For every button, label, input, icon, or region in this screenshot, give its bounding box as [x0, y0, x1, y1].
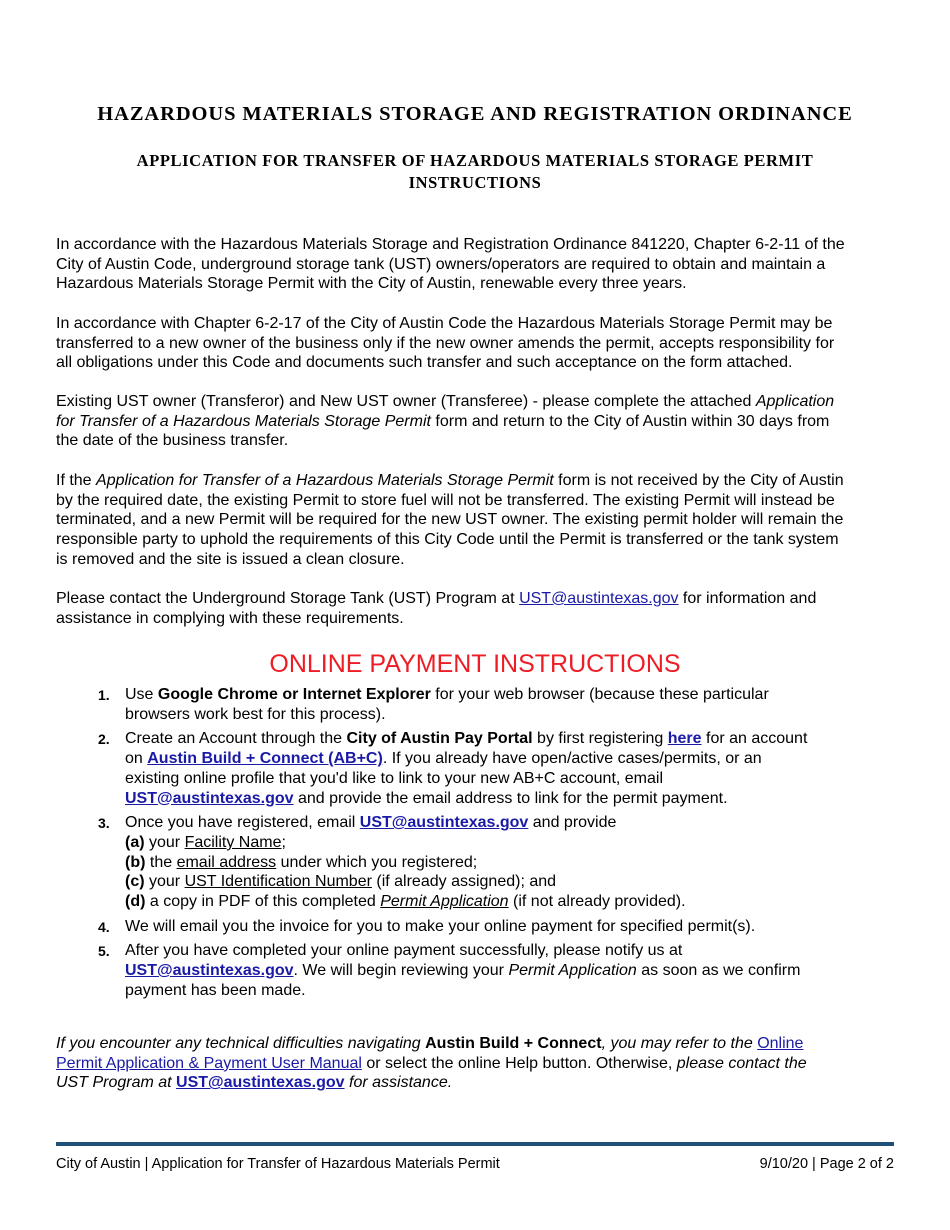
text-run: . We will begin reviewing your [293, 962, 509, 980]
pay-portal-name: City of Austin Pay Portal [346, 730, 533, 748]
subtitle-line-1: APPLICATION FOR TRANSFER OF HAZARDOUS MATERIALS STORAGE PERMIT [136, 151, 814, 170]
footer-title: City of Austin | Application for Transfer of Hazardous Materials Permit [56, 1156, 500, 1172]
text-line [56, 1073, 894, 1093]
text-line: In accordance with the Hazardous Materials Storage and Registration Ordinance 841220, Chapter 6-2-11 of the [56, 236, 845, 253]
text-line: City of Austin Code, underground storage tank (UST) owners/operators are required to obtain and maintain a [56, 255, 826, 273]
text-run: on [125, 750, 148, 768]
text-line [56, 471, 894, 491]
paragraph-contact [56, 589, 894, 628]
text-line: all obligations under this Code and documents such transfer and such acceptance on the form attached. [56, 354, 793, 372]
underlined-term: UST Identification Number [184, 873, 372, 891]
text-run: Existing UST owner (Transferor) and New UST owner (Transferee) - please complete the attached [56, 393, 756, 410]
text-run: If the [56, 472, 97, 489]
footer-divider [56, 1142, 894, 1146]
text-line: After you have completed your online payment successfully, please notify us at [125, 942, 683, 960]
text-line: is removed and the site is issued a clean closure. [56, 550, 405, 568]
sub-item-c [125, 872, 894, 892]
sub-item-label: (a) [125, 833, 145, 851]
text-line [125, 685, 894, 705]
user-manual-link[interactable]: Permit Application & Payment User Manual [56, 1054, 362, 1072]
text-run: form is not received by the City of Austin [553, 472, 844, 489]
text-run: Create an Account through the [125, 730, 347, 748]
text-line [125, 729, 894, 749]
email-link[interactable]: UST@austintexas.gov [519, 590, 679, 607]
paragraph-ordinance [56, 235, 894, 294]
browser-names: Google Chrome or Internet Explorer [157, 686, 431, 703]
text-run: for assistance. [344, 1074, 453, 1092]
sub-item-d [125, 892, 894, 912]
step-number: 5. [98, 943, 110, 960]
sub-item-label: (d) [125, 893, 146, 911]
text-line [56, 589, 894, 609]
form-name-italic: Application [755, 393, 835, 410]
payment-step [56, 941, 894, 1000]
text-line: transferred to a new owner of the business only if the new owner amends the permit, accepts responsibility for [56, 334, 835, 352]
text-line: the date of the business transfer. [56, 432, 289, 450]
text-line [56, 1034, 894, 1054]
step-number: 1. [98, 687, 110, 703]
paragraph-technical-help [56, 1034, 894, 1093]
step-number: 3. [98, 815, 110, 832]
step-number: 2. [98, 731, 110, 748]
text-run: Once you have registered, email [125, 814, 360, 832]
paragraph-transfer-rule [56, 314, 894, 373]
text-run: , you may refer to the [601, 1035, 758, 1052]
austin-build-connect-link[interactable]: Austin Build + Connect (AB+C) [147, 750, 383, 768]
register-here-link[interactable]: here [667, 730, 702, 748]
text-run: for your web browser (because these particular [430, 686, 769, 703]
subtitle-line-2: INSTRUCTIONS [408, 173, 542, 192]
payment-step [56, 685, 894, 724]
text-run: Please contact the Underground Storage Tank (UST) Program at [56, 590, 520, 607]
austin-build-connect-name: Austin Build + Connect [425, 1035, 602, 1052]
text-run: or select the online Help button. Otherwise, [361, 1054, 677, 1072]
paragraph-termination [56, 471, 894, 570]
text-run: and provide [528, 814, 617, 832]
text-line: by the required date, the existing Permit to store fuel will not be transferred. The existing Permit will instead be [56, 491, 835, 509]
text-line: responsible party to uphold the requirements of this City Code until the Permit is transferred or the tank system [56, 531, 839, 549]
form-name-italic: for Transfer of a Hazardous Materials Storage Permit [56, 412, 431, 430]
payment-step [56, 813, 894, 912]
text-run: as soon as we confirm [636, 962, 801, 980]
text-line: terminated, and a new Permit will be required for the new UST owner. The existing permit holder will remain the [56, 511, 844, 529]
text-run: for information and [678, 590, 817, 607]
text-line: browsers work best for this process). [125, 705, 386, 723]
text-line [125, 789, 894, 809]
text-line: We will email you the invoice for you to make your online payment for specified permit(s). [125, 917, 756, 935]
underlined-term: Facility Name [184, 833, 282, 851]
text-run: . If you already have open/active cases/permits, or an [382, 750, 762, 768]
sub-item-label: (b) [125, 853, 146, 871]
email-link[interactable]: UST@austintexas.gov [176, 1074, 345, 1092]
text-run: your [144, 833, 185, 851]
paragraph-complete-form [56, 392, 894, 451]
text-run: form and return to the City of Austin within 30 days from [430, 412, 830, 430]
payment-step [56, 729, 894, 808]
step-number: 4. [98, 918, 110, 935]
document-title: HAZARDOUS MATERIALS STORAGE AND REGISTRATION ORDINANCE [97, 103, 853, 125]
text-line [125, 749, 894, 769]
user-manual-link[interactable]: Online [757, 1035, 804, 1052]
email-link[interactable]: UST@austintexas.gov [125, 789, 294, 807]
online-payment-heading: ONLINE PAYMENT INSTRUCTIONS [269, 650, 681, 678]
text-run: Use [125, 686, 158, 703]
text-run: by first registering [532, 730, 668, 748]
email-link[interactable]: UST@austintexas.gov [125, 962, 294, 980]
footer-page-info: 9/10/20 | Page 2 of 2 [759, 1156, 894, 1172]
text-run: under which you registered; [276, 853, 478, 871]
text-run: for an account [701, 730, 808, 748]
text-line: existing online profile that you'd like to link to your new AB+C account, email [125, 769, 664, 787]
sub-item-a [125, 833, 894, 853]
text-run: and provide the email address to link for the permit payment. [293, 789, 728, 807]
text-line: assistance in complying with these requirements. [56, 609, 404, 627]
payment-step [56, 917, 894, 937]
sub-item-label: (c) [125, 873, 145, 891]
text-run: the [145, 853, 177, 871]
form-name-italic: Permit Application [508, 962, 637, 980]
text-line [56, 1054, 894, 1074]
text-line: payment has been made. [125, 981, 306, 999]
text-run: (if not already provided). [508, 893, 686, 911]
text-line [125, 961, 894, 981]
text-run: your [144, 873, 185, 891]
payment-steps-list [56, 685, 894, 1006]
text-run: ; [281, 833, 286, 851]
text-line: In accordance with Chapter 6-2-17 of the City of Austin Code the Hazardous Materials Storage Permit may be [56, 315, 833, 332]
sub-item-b [125, 853, 894, 873]
underlined-term: email address [176, 853, 277, 871]
text-run: UST Program at [56, 1074, 177, 1092]
form-name-italic: Application for Transfer of a Hazardous Materials Storage Permit [96, 472, 554, 489]
text-line [125, 813, 894, 833]
document-subtitle [56, 150, 894, 194]
text-run: a copy in PDF of this completed [145, 893, 381, 911]
text-line [56, 412, 894, 432]
text-line: Hazardous Materials Storage Permit with the City of Austin, renewable every three years. [56, 275, 687, 293]
text-line [56, 392, 894, 412]
text-run: (if already assigned); and [371, 873, 557, 891]
text-run: If you encounter any technical difficulties navigating [56, 1035, 426, 1052]
underlined-term: Permit Application [380, 893, 509, 911]
text-run: please contact the [676, 1054, 807, 1072]
email-link[interactable]: UST@austintexas.gov [359, 814, 529, 832]
